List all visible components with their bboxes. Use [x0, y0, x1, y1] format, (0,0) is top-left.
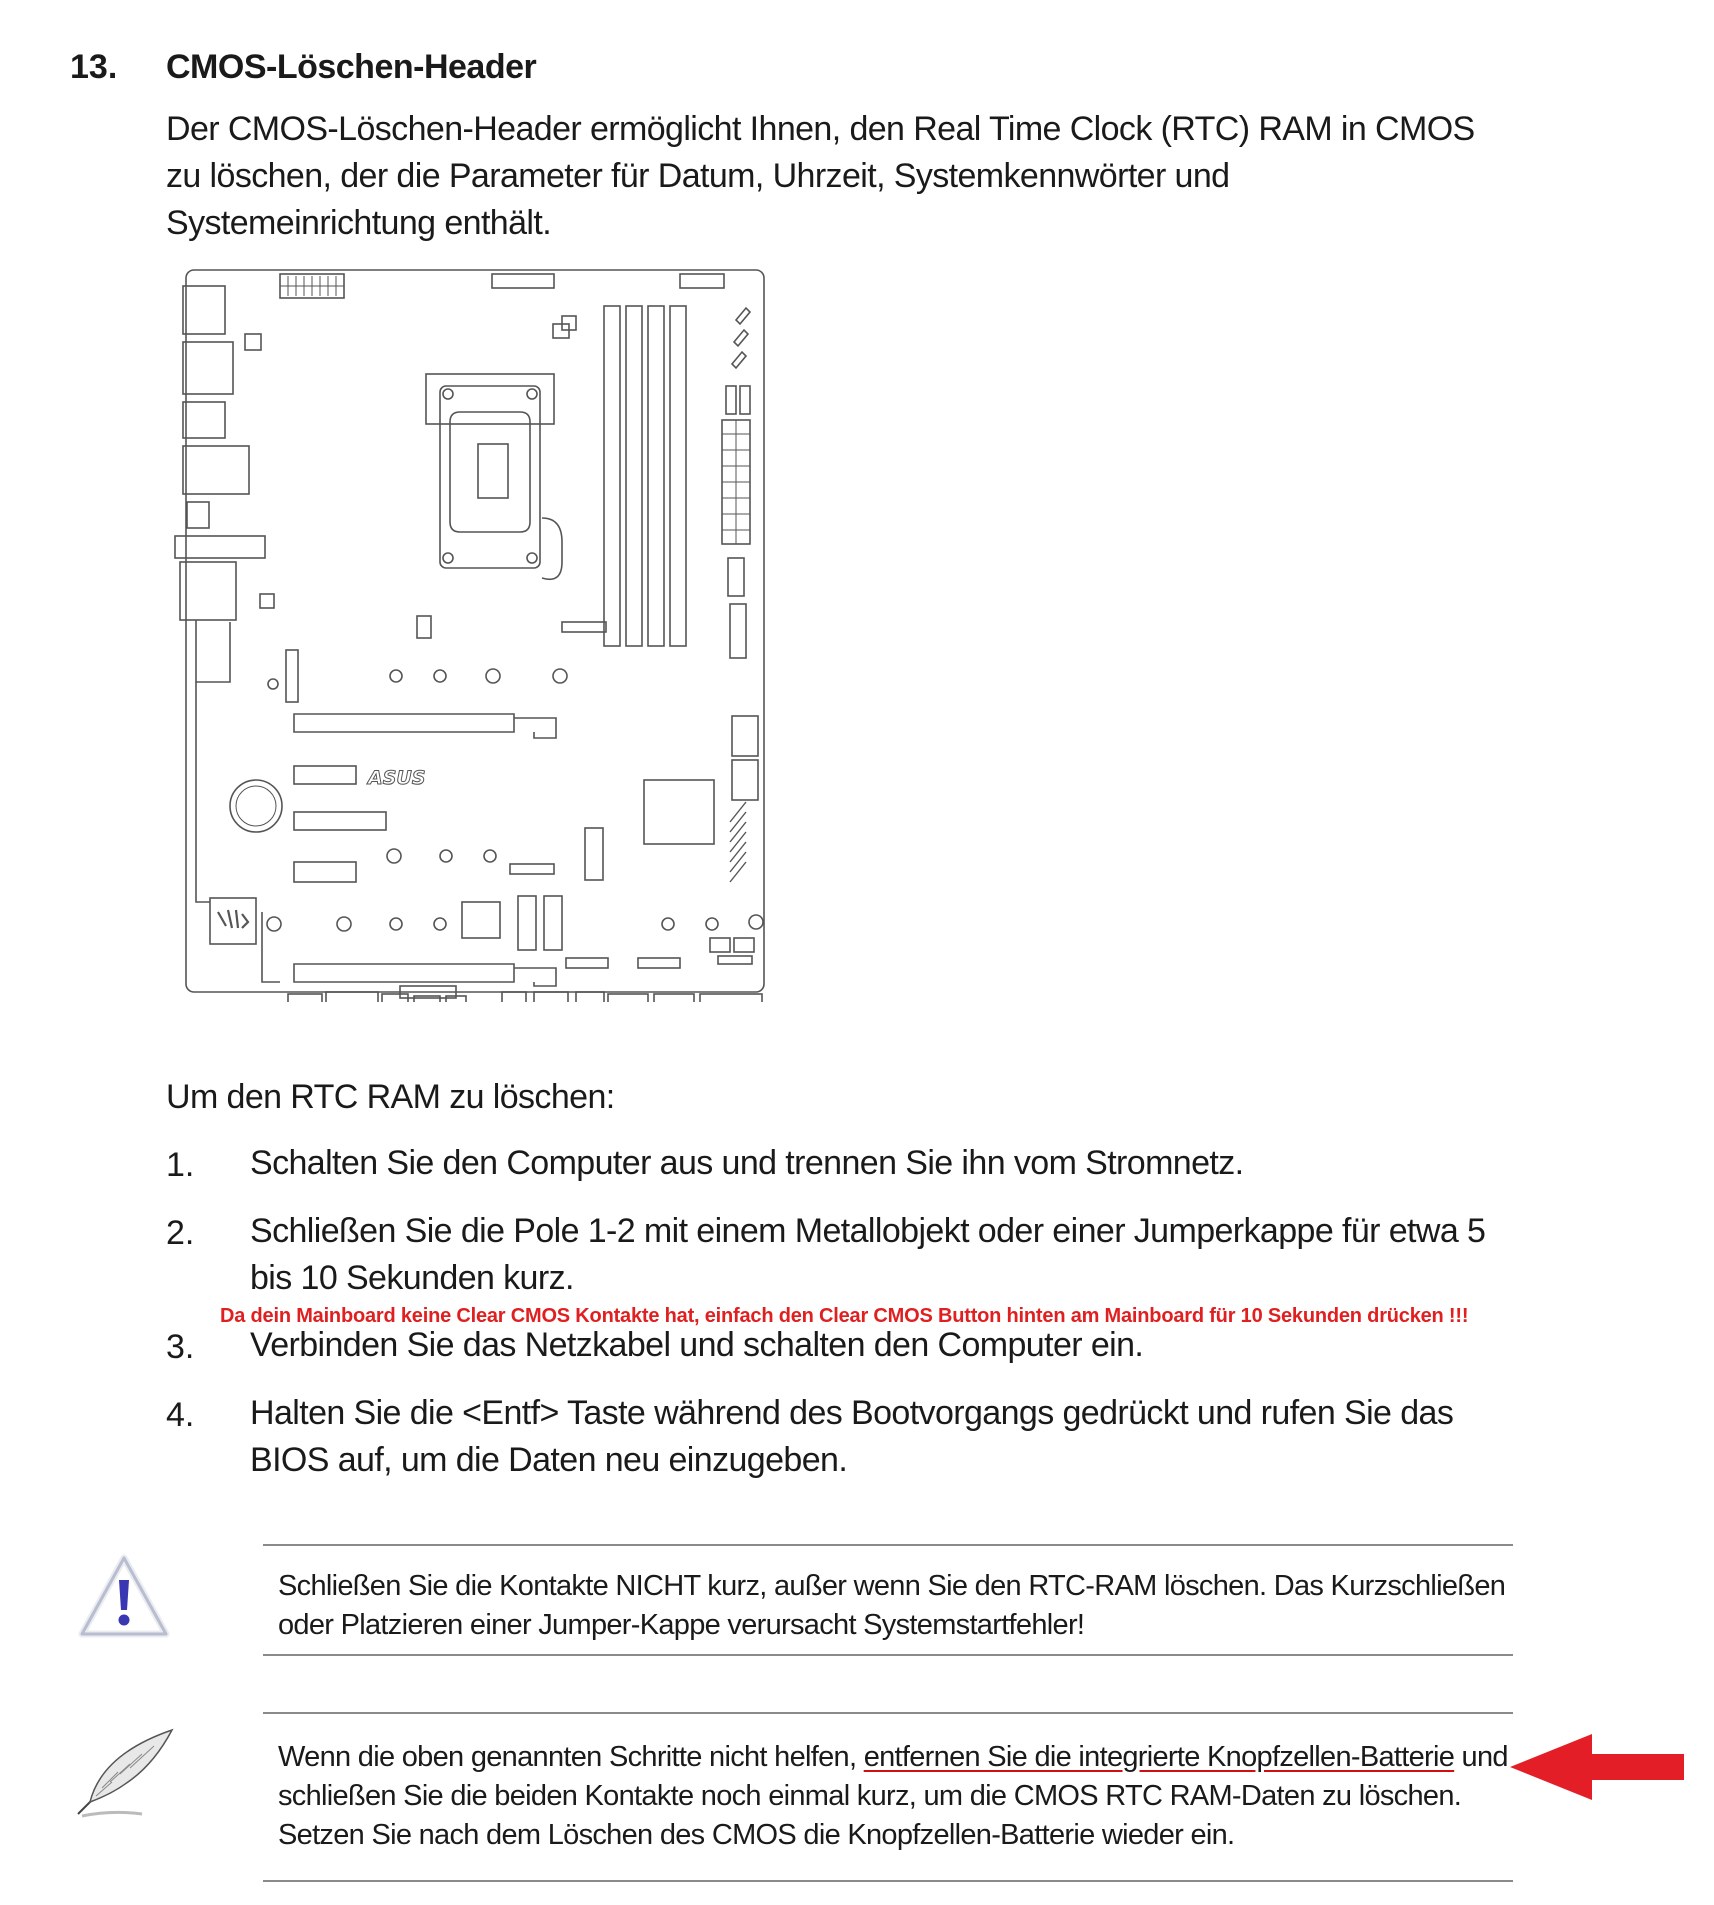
note-text-start: Wenn die oben genannten Schritte nicht helfen,: [278, 1741, 864, 1773]
dimm-slot-b2: [670, 306, 686, 646]
step-text: Verbinden Sie das Netzkabel und schalten den Computer ein.: [250, 1326, 1144, 1364]
m2-slot: [544, 896, 562, 950]
sata-connector: [732, 716, 758, 756]
rear-io-port: [183, 446, 249, 494]
cpu-die: [478, 444, 508, 498]
header-pins: [726, 386, 736, 414]
rear-io-port: [180, 562, 236, 620]
mounting-hole: [527, 389, 537, 399]
standoff: [267, 917, 281, 931]
standoff: [337, 917, 351, 931]
divider: [263, 1712, 1513, 1714]
small-component: [462, 902, 500, 938]
socket-lever: [542, 518, 562, 579]
standoff: [749, 915, 763, 929]
pcie-x16-slot-1: [294, 714, 556, 738]
small-component: [553, 324, 569, 338]
note-text: [278, 1738, 1518, 1855]
small-component: [245, 334, 261, 350]
rear-io-port: [183, 342, 233, 394]
cmos-battery-inner: [236, 786, 276, 826]
sata-connector: [730, 604, 746, 658]
header-pins: [566, 958, 608, 968]
step-number: 4.: [166, 1396, 195, 1434]
header-pins: [414, 996, 440, 1002]
audio-header: [326, 992, 378, 1002]
mounting-hole: [443, 389, 453, 399]
mounting-hole: [527, 553, 537, 563]
m2-slot: [585, 828, 603, 880]
usb-header: [576, 992, 604, 1002]
header-pins: [510, 864, 554, 874]
rgb-header: [608, 994, 648, 1002]
warning-icon: [76, 1552, 172, 1640]
header-pins: [740, 386, 750, 414]
trace: [196, 682, 210, 902]
motherboard-diagram: [170, 262, 770, 1002]
step-text: Schalten Sie den Computer aus und trennen Sie ihn vom Stromnetz.: [250, 1144, 1244, 1182]
step-text: Halten Sie die <Entf> Taste während des Bootvorgangs gedrückt und rufen Sie das BIOS auf, um die Daten neu einzugeben.: [250, 1394, 1454, 1479]
header-pins: [638, 958, 680, 968]
small-component: [417, 616, 431, 638]
note-text-end: und schließen Sie die beiden Kontakte noch einmal kurz, um die CMOS RTC RAM-Daten zu löschen. Setzen Sie nach dem Löschen des CMOS die Knopfzellen-Batterie wieder ein.: [278, 1741, 1508, 1851]
cpu-socket-inner: [450, 412, 530, 532]
tuf-logo-mark: [218, 910, 248, 928]
divider: [263, 1654, 1513, 1656]
step-text: Schließen Sie die Pole 1-2 mit einem Metallobjekt oder einer Jumperkappe für etwa 5 bis 10 Sekunden kurz.: [250, 1212, 1486, 1297]
usb-header: [502, 992, 526, 1002]
tuf-logo-icon: [210, 898, 256, 944]
warning-text: Schließen Sie die Kontakte NICHT kurz, außer wenn Sie den RTC-RAM löschen. Das Kurzschließen oder Platzieren einer Jumper-Kappe verursacht Systemstartfehler!: [278, 1570, 1506, 1641]
m2-slot: [294, 766, 356, 784]
mounting-hole: [390, 918, 402, 930]
mounting-hole: [268, 679, 278, 689]
mounting-hole: [434, 918, 446, 930]
sata-connector: [732, 760, 758, 800]
mounting-hole: [440, 850, 452, 862]
usb-header: [728, 558, 744, 596]
dimm-slot-a1: [604, 306, 620, 646]
header-pins: [734, 938, 754, 952]
section-intro: Der CMOS-Löschen-Header ermöglicht Ihnen, den Real Time Clock (RTC) RAM in CMOS zu löschen, der die Parameter für Datum, Uhrzeit, Systemkennwörter und Systemeinrichtung enthält.: [166, 110, 1475, 242]
mounting-hole: [706, 918, 718, 930]
standoff: [553, 669, 567, 683]
rgb-header: [654, 994, 694, 1002]
small-component: [260, 594, 274, 608]
fan-header: [492, 274, 554, 288]
rear-io-port: [183, 402, 225, 438]
divider: [263, 1544, 1513, 1546]
dimm-slot-b1: [648, 306, 664, 646]
m2-slot: [294, 812, 386, 830]
section-title: CMOS-Löschen-Header: [166, 48, 537, 86]
board-outline: [186, 270, 764, 992]
red-annotation-note: Da dein Mainboard keine Clear CMOS Kontakte hat, einfach den Clear CMOS Button hinten am Mainboard für 10 Sekunden drücken !!!: [220, 1305, 1469, 1327]
rear-io-port: [175, 536, 265, 558]
mounting-hole: [662, 918, 674, 930]
note-text-underlined: entfernen Sie die integrierte Knopfzellen-Batterie: [863, 1741, 1455, 1773]
m2-slot: [286, 650, 298, 702]
dimm-slot-a2: [626, 306, 642, 646]
tuf-stripe: [730, 802, 746, 882]
feather-pen-icon: [72, 1724, 182, 1820]
cmos-battery: [230, 780, 282, 832]
red-arrow-icon: [1506, 1730, 1686, 1804]
chipset: [644, 780, 714, 844]
header-pins: [562, 622, 606, 632]
mounting-hole: [390, 670, 402, 682]
usb-header: [534, 992, 568, 1002]
step-number: 3.: [166, 1328, 195, 1366]
standoff: [486, 669, 500, 683]
mounting-hole: [434, 670, 446, 682]
steps-title: Um den RTC RAM zu löschen:: [166, 1078, 615, 1116]
header-pins: [700, 994, 762, 1002]
mounting-hole: [443, 553, 453, 563]
step-number: 1.: [166, 1146, 195, 1184]
mounting-hole: [484, 850, 496, 862]
front-panel-header: [288, 994, 322, 1002]
rear-io-port: [187, 502, 209, 528]
step-number: 2.: [166, 1214, 195, 1252]
tuf-stripe: [732, 308, 750, 368]
header-pins: [710, 938, 730, 952]
section-number: 13.: [70, 48, 118, 86]
trace: [262, 912, 280, 982]
asus-logo-icon: ASUS: [368, 767, 426, 789]
m2-slot: [518, 896, 536, 950]
divider: [263, 1880, 1513, 1882]
trace: [196, 620, 230, 682]
fan-header: [680, 274, 724, 288]
header-pins: [718, 956, 752, 964]
rear-io-port: [183, 286, 225, 334]
standoff: [387, 849, 401, 863]
m2-slot: [294, 862, 356, 882]
pcie-x16-slot-2: [294, 964, 556, 986]
